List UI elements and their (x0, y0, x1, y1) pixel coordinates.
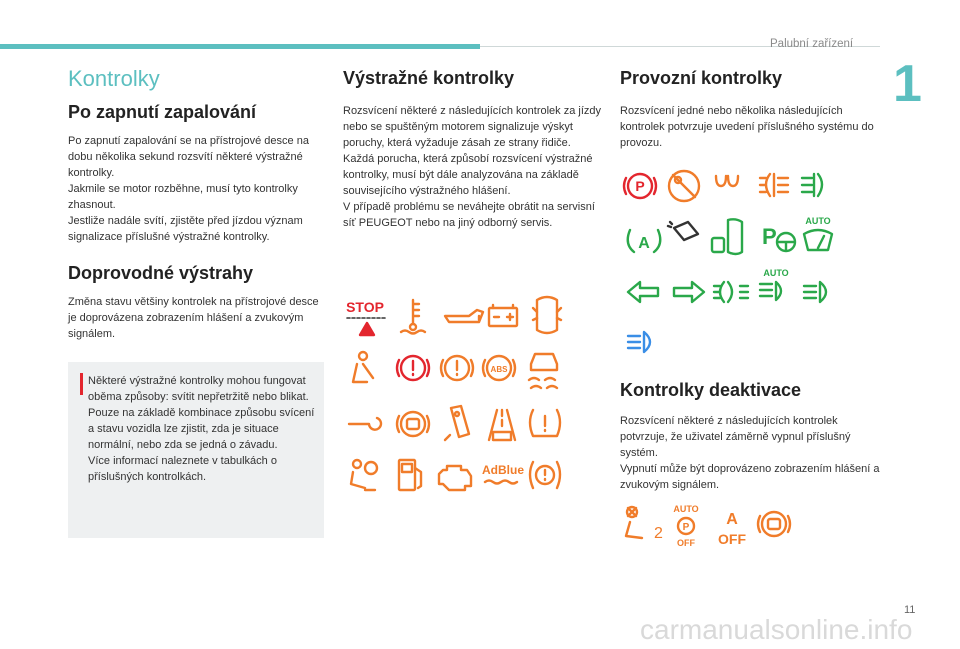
note-line-1: Některé výstražné kontrolky mohou fungovat oběma způsoby: svítit nepřetržitě nebo blikat. (88, 375, 309, 403)
fuel-level-icon (399, 460, 421, 490)
svg-text:A: A (726, 511, 738, 528)
coolant-temperature-icon (401, 300, 425, 334)
header-accent-bar (0, 44, 480, 49)
brake-assist-off-icon (758, 512, 790, 536)
paragraph-operational: Rozsvícení jedné nebo několika následujících kontrolek potvrzuje uvedení příslušného systému do provozu. (620, 105, 874, 149)
page-title: Kontrolky (68, 66, 160, 91)
service-warning-icon (441, 356, 473, 380)
svg-text:P: P (762, 224, 777, 249)
paragraph-warning-2: Každá porucha, která způsobí rozsvícení výstražné kontrolky, musí být dále analyzována na základě souvisejícího výstražného hlášení. (343, 153, 593, 197)
note-text (88, 373, 316, 485)
section-title: Palubní zařízení (770, 38, 854, 50)
auto-wipers-icon (804, 216, 832, 250)
svg-text:2: 2 (654, 525, 663, 542)
dipped-beam-icon (804, 282, 826, 302)
passenger-airbag-off-icon (626, 507, 663, 542)
heading-operational-lamps: Provozní kontrolky (620, 68, 783, 88)
adblue-label: AdBlue (482, 463, 524, 477)
rear-fog-icon (760, 174, 788, 196)
park-assist-icon (668, 222, 698, 240)
operational-icons-grid (620, 166, 860, 356)
airbag-icon (351, 460, 377, 490)
section-deactivation (620, 380, 882, 493)
airbag-off-icon (669, 171, 699, 201)
column-warning (343, 62, 603, 231)
watermark: carmanualsonline.info (640, 614, 913, 645)
column-operational (620, 62, 882, 151)
svg-text:ABS: ABS (490, 365, 508, 374)
auto-label: AUTO (805, 216, 831, 226)
note-line-3: Více informací naleznete v tabulkách o příslušných kontrolkách. (88, 455, 277, 483)
battery-icon (489, 305, 517, 326)
note-box (68, 362, 324, 538)
column-intro (68, 62, 324, 342)
paragraph-ignition-3: Jestliže nadále svítí, zjistěte před jízdou význam signalizace příslušné výstražné kontrolky. (68, 215, 303, 243)
adblue-icon (482, 463, 524, 484)
svg-text:OFF: OFF (718, 531, 746, 547)
paragraph-deactivation-1: Rozsvícení některé z následujících kontrolek potvrzuje, že uživatel záměrně vypnul příslušný systém. (620, 415, 851, 459)
abs-icon (483, 356, 515, 380)
chapter-number: 1 (893, 55, 922, 113)
warning-icons-grid (343, 290, 583, 500)
glow-plugs-icon (716, 176, 738, 186)
auto-headlights-icon (760, 268, 789, 300)
svg-text:AUTO: AUTO (673, 504, 699, 514)
heading-alerts: Doprovodné výstrahy (68, 263, 254, 283)
svg-text:P: P (635, 178, 645, 194)
svg-text:A: A (638, 235, 650, 252)
main-beam-icon (628, 332, 650, 352)
key-fob-icon (445, 406, 469, 440)
sidelights-icon (714, 282, 748, 302)
seatbelt-icon (353, 352, 373, 382)
stability-control-icon (529, 354, 557, 388)
note-line-2: Pouze na základě kombinace způsobu svícení a stavu vozidla lze zjistit, zda je situace normální, nebo zda se jedná o závadu. (88, 407, 315, 451)
svg-text:P: P (682, 522, 690, 533)
deactivation-icons-row (624, 504, 804, 554)
stop-label: STOP (346, 299, 384, 315)
steering-fault-icon (530, 462, 560, 488)
parking-icon (762, 224, 795, 251)
lane-departure-icon (489, 410, 515, 440)
paragraph-deactivation-2: Vypnutí může být doprovázeno zobrazením hlášení a zvukovým signálem. (620, 463, 880, 491)
front-fog-icon (802, 174, 822, 196)
brake-pads-icon (397, 412, 429, 436)
svg-text:AUTO: AUTO (763, 268, 789, 278)
brake-icon (397, 356, 429, 380)
heading-ignition: Po zapnutí zapalování (68, 102, 257, 122)
note-warning-marker (80, 373, 83, 395)
turn-right-icon (674, 282, 704, 302)
wrench-icon (349, 418, 381, 430)
svg-text:OFF: OFF (677, 538, 695, 548)
engine-fault-icon (439, 466, 471, 490)
tyre-pressure-icon (530, 410, 560, 436)
heading-deactivation: Kontrolky deaktivace (620, 380, 802, 400)
auto-parking-brake-off-icon (673, 504, 698, 548)
door-open-icon (533, 297, 561, 333)
paragraph-warning-1: Rozsvícení některé z následujících kontrolek za jízdy nebo se spuštěným motorem signalizuje výskyt poruchy, která vyžaduje zásah ze strany řidiče. (343, 105, 602, 149)
oil-pressure-icon (445, 310, 483, 322)
stop-start-off-icon (718, 511, 746, 547)
door-lock-icon (712, 219, 742, 254)
paragraph-warning-3: V případě problému se neváhejte obrátit na servisní síť PEUGEOT nebo na jiný odborný servis. (343, 201, 595, 229)
stop-icon (346, 299, 385, 335)
parking-brake-icon (624, 174, 656, 198)
stop-start-icon (628, 230, 661, 252)
page-number: 11 (904, 604, 916, 616)
turn-left-icon (628, 282, 658, 302)
heading-warning-lamps: Výstražné kontrolky (343, 68, 515, 88)
paragraph-ignition-2: Jakmile se motor rozběhne, musí tyto kontrolky zhasnout. (68, 183, 298, 211)
paragraph-alerts: Změna stavu většiny kontrolek na přístrojové desce je doprovázena zobrazením hlášení a zvukovým signálem. (68, 296, 319, 340)
paragraph-ignition-1: Po zapnutí zapalování se na přístrojové desce na dobu několika sekund rozsvítí některé výstražné kontrolky. (68, 135, 309, 179)
